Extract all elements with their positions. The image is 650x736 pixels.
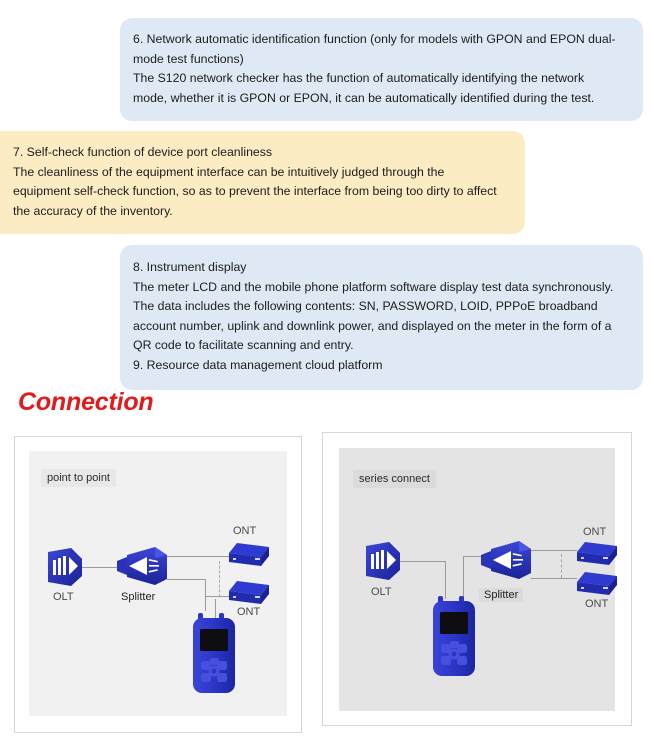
ont-icon bbox=[227, 541, 271, 571]
label-olt-right: OLT bbox=[371, 586, 392, 598]
label-ont-bottom-left: ONT bbox=[237, 606, 261, 618]
wire-olt-splitter-left bbox=[81, 567, 117, 568]
diagram-panel-series-connect bbox=[322, 432, 632, 726]
diagram-canvas-left bbox=[29, 451, 287, 716]
ont-icon bbox=[575, 540, 619, 570]
feature-block-8 bbox=[120, 245, 643, 390]
feature-7-line-1: 7. Self-check function of device port cleanliness bbox=[13, 145, 273, 159]
diagram-title-right: series connect bbox=[353, 470, 436, 488]
feature-block-7 bbox=[0, 131, 525, 234]
page-title: Connection bbox=[18, 388, 154, 416]
wire-splitter-ont-bottom-left bbox=[167, 579, 205, 580]
diagram-canvas-right bbox=[339, 448, 615, 711]
splitter-icon bbox=[479, 540, 535, 582]
label-splitter-right: Splitter bbox=[479, 588, 523, 602]
label-splitter-left: Splitter bbox=[121, 591, 156, 603]
ont-icon bbox=[227, 579, 271, 609]
feature-8-line-3: 9. Resource data management cloud platform bbox=[133, 357, 383, 372]
feature-7-line-2: The cleanliness of the equipment interface can be intuitively judged through the equipment self-check function, so as to prevent the interface from being too dirty to affect the accuracy of the inventory. bbox=[13, 164, 497, 218]
handheld-meter-icon bbox=[187, 613, 241, 695]
wire-olt-meter-right bbox=[399, 561, 445, 562]
wire-splitter-ont-top-right bbox=[531, 550, 577, 551]
feature-8-line-2: The meter LCD and the mobile phone platform software display test data synchronously. The data includes the following contents: SN, PASSWORD, LOID, PPPoE broadband account number, uplink and downlink power, and displayed on the meter in the form of a QR code to facilitate scanning and entry. bbox=[133, 279, 614, 353]
wire-drop-meter-left bbox=[205, 579, 206, 611]
feature-6-line-1: 6. Network automatic identification function (only for models with GPON and EPON dual-mode test functions) bbox=[133, 32, 616, 66]
label-ont-top-left: ONT bbox=[233, 525, 257, 537]
olt-icon bbox=[45, 546, 85, 588]
label-olt-left: OLT bbox=[53, 591, 74, 603]
feature-block-6 bbox=[120, 18, 643, 121]
dashed-connector-right bbox=[561, 554, 562, 578]
wire-meter-in-right bbox=[445, 561, 446, 599]
diagram-title-left: point to point bbox=[41, 469, 116, 487]
wire-meter-out-right bbox=[463, 556, 464, 599]
olt-icon bbox=[363, 540, 403, 582]
feature-6-line-2: The S120 network checker has the function of automatically identifying the network mode, whether it is GPON or EPON, it can be automatically identified during the test. bbox=[133, 71, 595, 105]
label-ont-top-right: ONT bbox=[583, 526, 607, 538]
ont-icon bbox=[575, 570, 619, 600]
diagram-panel-point-to-point bbox=[14, 436, 302, 733]
wire-splitter-ont-top-left bbox=[167, 556, 233, 557]
label-ont-bottom-right: ONT bbox=[585, 598, 609, 610]
wire-splitter-ont-bottom-right bbox=[531, 578, 577, 579]
feature-8-line-1: 8. Instrument display bbox=[133, 260, 247, 274]
handheld-meter-icon bbox=[427, 596, 481, 678]
splitter-icon bbox=[115, 547, 171, 587]
dashed-connector-left bbox=[219, 561, 220, 597]
